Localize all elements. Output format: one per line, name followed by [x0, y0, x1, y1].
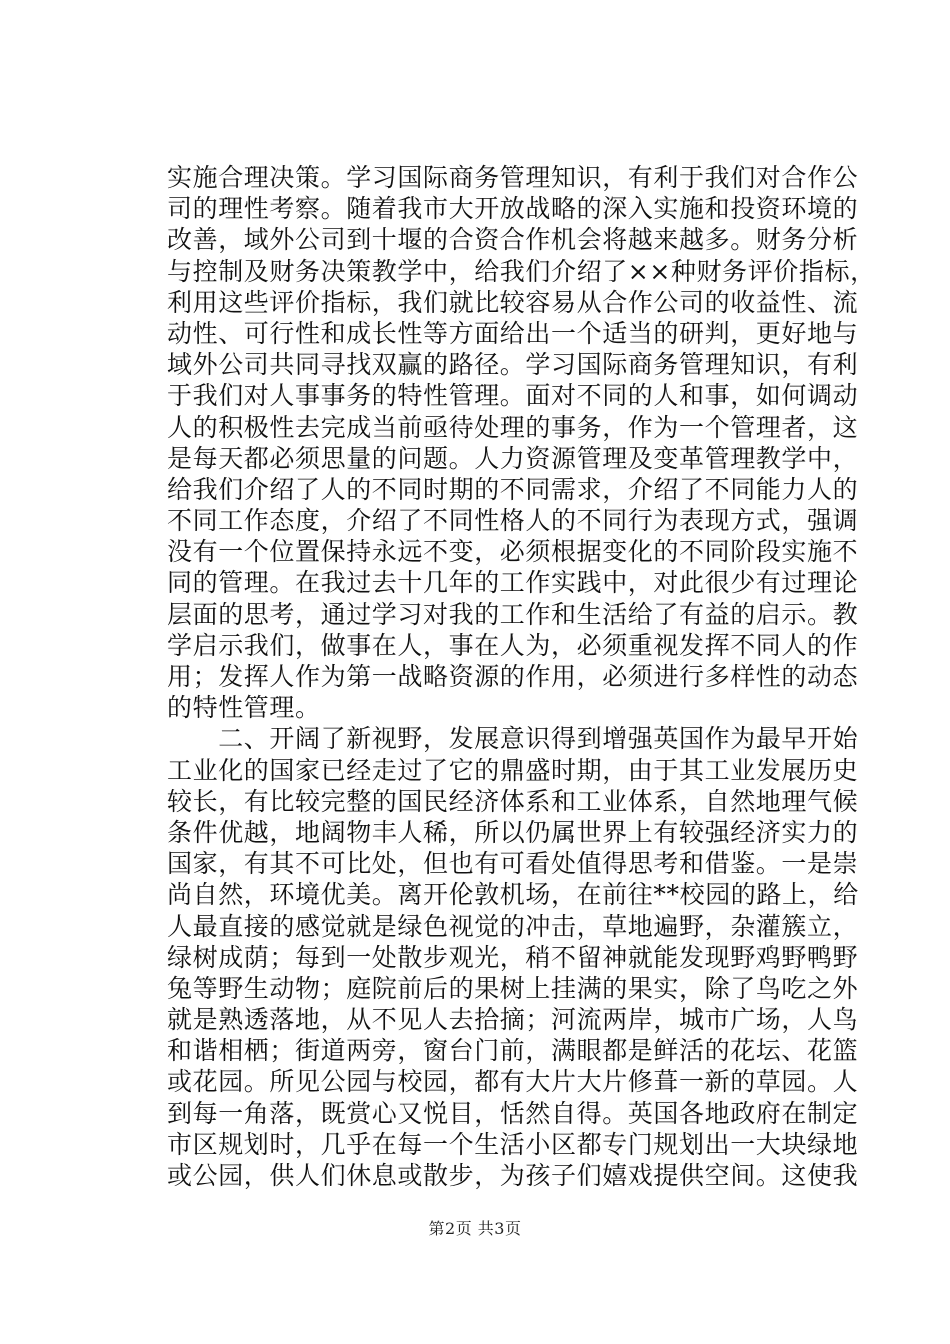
text-line: 就是熟透落地，从不见人去拾摘；河流两岸，城市广场，人鸟: [167, 1005, 859, 1035]
text-line: 工业化的国家已经走过了它的鼎盛时期，由于其工业发展历史: [167, 755, 859, 785]
text-line: 和谐相栖；街道两旁，窗台门前，满眼都是鲜活的花坛、花篮: [167, 1036, 859, 1066]
text-line: 动性、可行性和成长性等方面给出一个适当的研判，更好地与: [167, 318, 859, 348]
text-line: 人最直接的感觉就是绿色视觉的冲击，草地遍野，杂灌簇立，: [167, 911, 859, 941]
text-line: 层面的思考，通过学习对我的工作和生活给了有益的启示。教: [167, 599, 859, 629]
text-line: 实施合理决策。学习国际商务管理知识，有利于我们对合作公: [167, 163, 859, 192]
text-line: 学启示我们，做事在人，事在人为，必须重视发挥不同人的作: [167, 630, 859, 660]
text-line: 或公园，供人们休息或散步，为孩子们嬉戏提供空间。这使我: [167, 1161, 859, 1190]
text-line: 国家，有其不可比处，但也有可看处值得思考和借鉴。一是崇: [167, 849, 859, 879]
text-line: 没有一个位置保持永远不变，必须根据变化的不同阶段实施不: [167, 537, 859, 567]
text-line: 给我们介绍了人的不同时期的不同需求，介绍了不同能力人的: [167, 474, 859, 504]
text-line: 与控制及财务决策教学中，给我们介绍了××种财务评价指标，: [167, 256, 876, 286]
text-line: 域外公司共同寻找双赢的路径。学习国际商务管理知识，有利: [167, 350, 859, 380]
text-line: 人的积极性去完成当前亟待处理的事务，作为一个管理者，这: [167, 412, 859, 442]
text-line: 市区规划时，几乎在每一个生活小区都专门规划出一大块绿地: [167, 1129, 859, 1159]
text-line: 于我们对人事事务的特性管理。面对不同的人和事，如何调动: [167, 381, 859, 411]
body-text: [167, 162, 876, 1191]
text-line: 不同工作态度，介绍了不同性格人的不同行为表现方式，强调: [167, 506, 859, 536]
text-line: 条件优越，地阔物丰人稀，所以仍属世界上有较强经济实力的: [167, 817, 859, 847]
text-line: 兔等野生动物；庭院前后的果树上挂满的果实，除了鸟吃之外: [167, 973, 859, 1003]
text-line: 绿树成荫；每到一处散步观光，稍不留神就能发现野鸡野鸭野: [167, 942, 859, 972]
text-line: 二、开阔了新视野，发展意识得到增强英国作为最早开始: [167, 724, 859, 754]
text-line: 或花园。所见公园与校园，都有大片大片修葺一新的草园。人: [167, 1067, 859, 1097]
text-line: 改善，域外公司到十堰的合资合作机会将越来越多。财务分析: [167, 225, 859, 255]
page-footer: 第2页 共3页: [428, 1219, 522, 1238]
text-line: 到每一角落，既赏心又悦目，恬然自得。英国各地政府在制定: [167, 1098, 859, 1128]
text-line: 司的理性考察。随着我市大开放战略的深入实施和投资环境的: [167, 194, 859, 224]
text-line: 是每天都必须思量的问题。人力资源管理及变革管理教学中，: [167, 443, 859, 473]
text-line: 利用这些评价指标，我们就比较容易从合作公司的收益性、流: [167, 287, 859, 317]
text-line: 的特性管理。: [167, 693, 321, 723]
text-line: 用；发挥人作为第一战略资源的作用，必须进行多样性的动态: [167, 662, 859, 691]
text-line: 同的管理。在我过去十几年的工作实践中，对此很少有过理论: [167, 568, 859, 598]
text-line: 较长，有比较完整的国民经济体系和工业体系，自然地理气候: [167, 786, 859, 816]
text-line: 尚自然，环境优美。离开伦敦机场，在前往**校园的路上，给: [167, 880, 859, 910]
